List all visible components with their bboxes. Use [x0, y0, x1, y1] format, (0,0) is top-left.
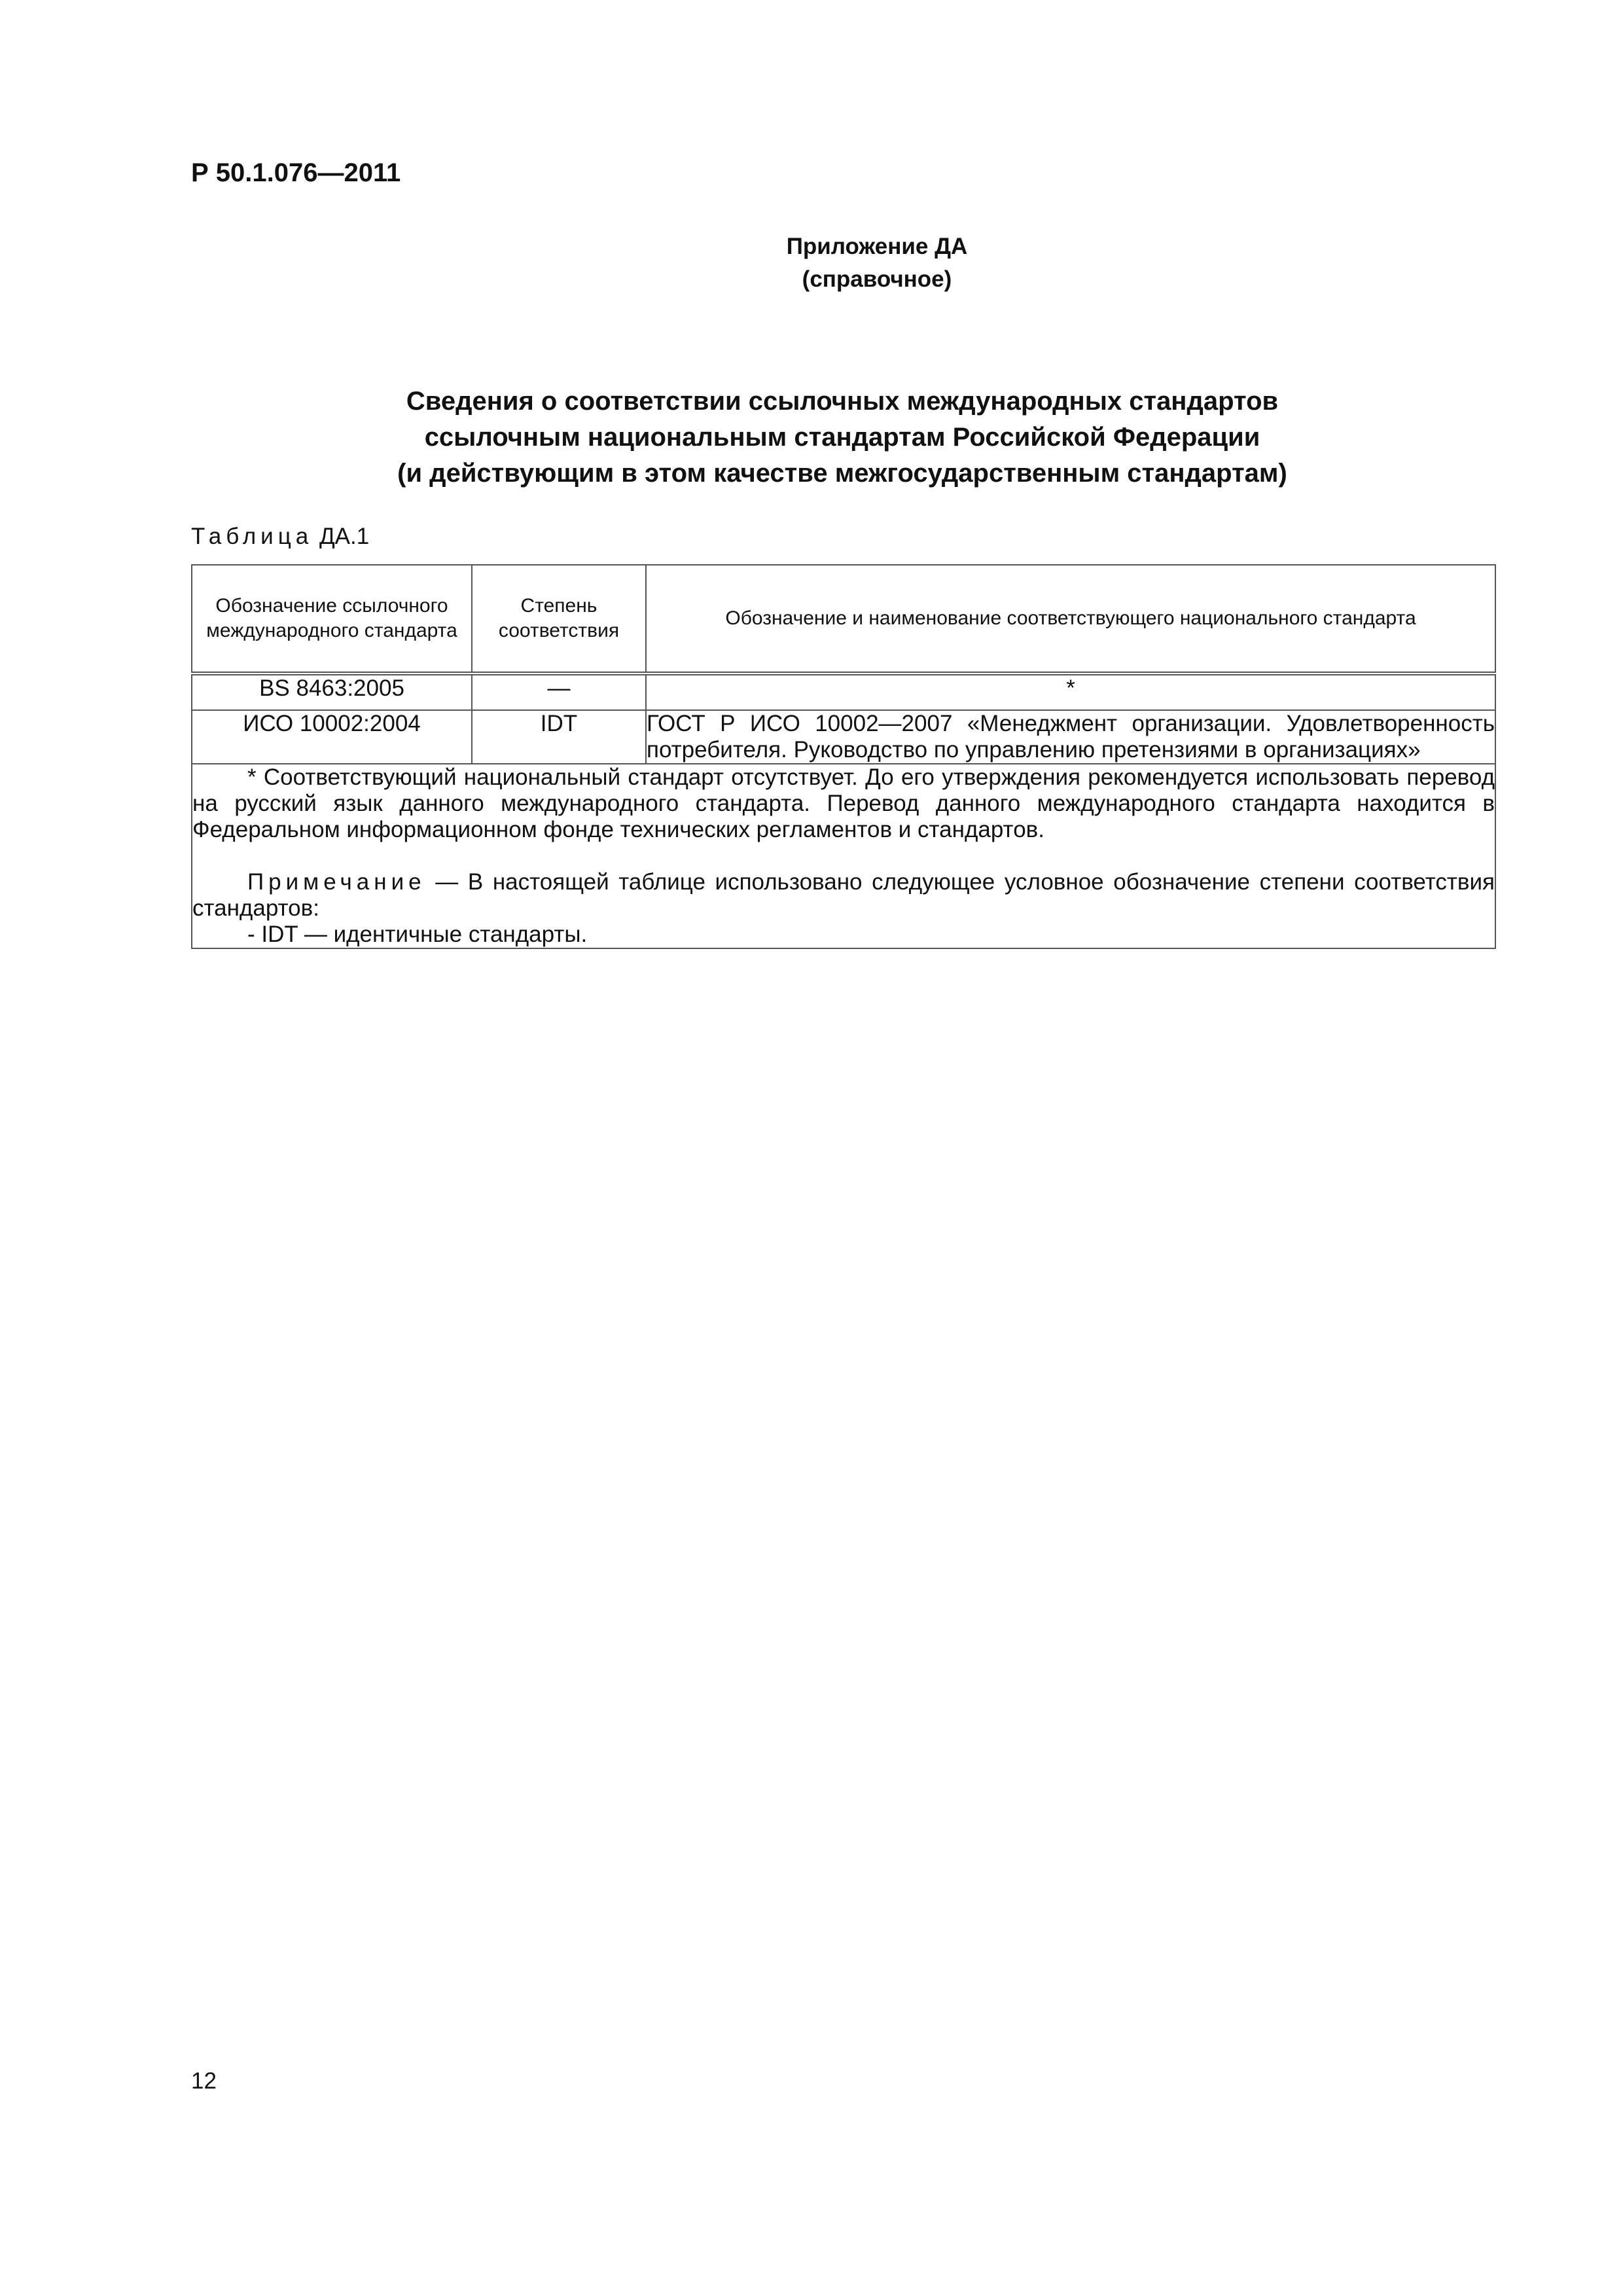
appendix-type: (справочное) [802, 266, 952, 292]
header-national-standard: Обозначение и наименование соответствующего национального стандарта [646, 565, 1495, 673]
footnote: * Соответствующий национальный стандарт отсутствует. До его утверждения рекомендуется использовать перевод на русский язык данного международного стандарта. Перевод данного международного стандарта находится в Федеральном информационном фонде технических регламентов и стандартов. [192, 764, 1495, 842]
table-row [192, 673, 1495, 710]
section-title [191, 384, 1493, 492]
appendix-title: Приложение ДА [786, 234, 968, 259]
cell-national-standard: ГОСТ Р ИСО 10002—2007 «Менеджмент организации. Удовлетворенность потребителя. Руководство по управлению претензиями в организациях» [647, 711, 1495, 762]
header-intl-standard: Обозначение ссылочного международного стандарта [192, 565, 472, 673]
table-footer-row [192, 764, 1495, 948]
title-line-3: (и действующим в этом качестве межгосударственным стандартам) [397, 459, 1287, 488]
table-caption-number: ДА.1 [319, 524, 370, 549]
cell-national-standard: * [646, 673, 1495, 710]
cell-degree: IDT [472, 710, 646, 764]
table-header-row [192, 565, 1495, 673]
correspondence-table [191, 564, 1496, 949]
table-caption [191, 524, 369, 550]
title-line-1: Сведения о соответствии ссылочных международных стандартов [406, 387, 1279, 416]
cell-intl-standard: BS 8463:2005 [192, 673, 472, 710]
table-footer [192, 764, 1495, 948]
note-label: Примечание [247, 869, 426, 895]
title-line-2: ссылочным национальным стандартам Российской Федерации [424, 423, 1260, 452]
cell-degree: — [472, 673, 646, 710]
page-number: 12 [191, 2068, 217, 2094]
note [192, 869, 1495, 922]
cell-intl-standard: ИСО 10002:2004 [192, 710, 472, 764]
note-text: — В настоящей таблице использовано следующее условное обозначение степени соответствия стандартов: [192, 869, 1495, 921]
header-degree: Степень соответствия [472, 565, 646, 673]
document-code: Р 50.1.076—2011 [191, 158, 401, 187]
table-caption-label: Таблица [191, 524, 313, 549]
table-row [192, 710, 1495, 764]
appendix-heading [720, 230, 1034, 296]
note-item: - IDT — идентичные стандарты. [247, 922, 588, 947]
